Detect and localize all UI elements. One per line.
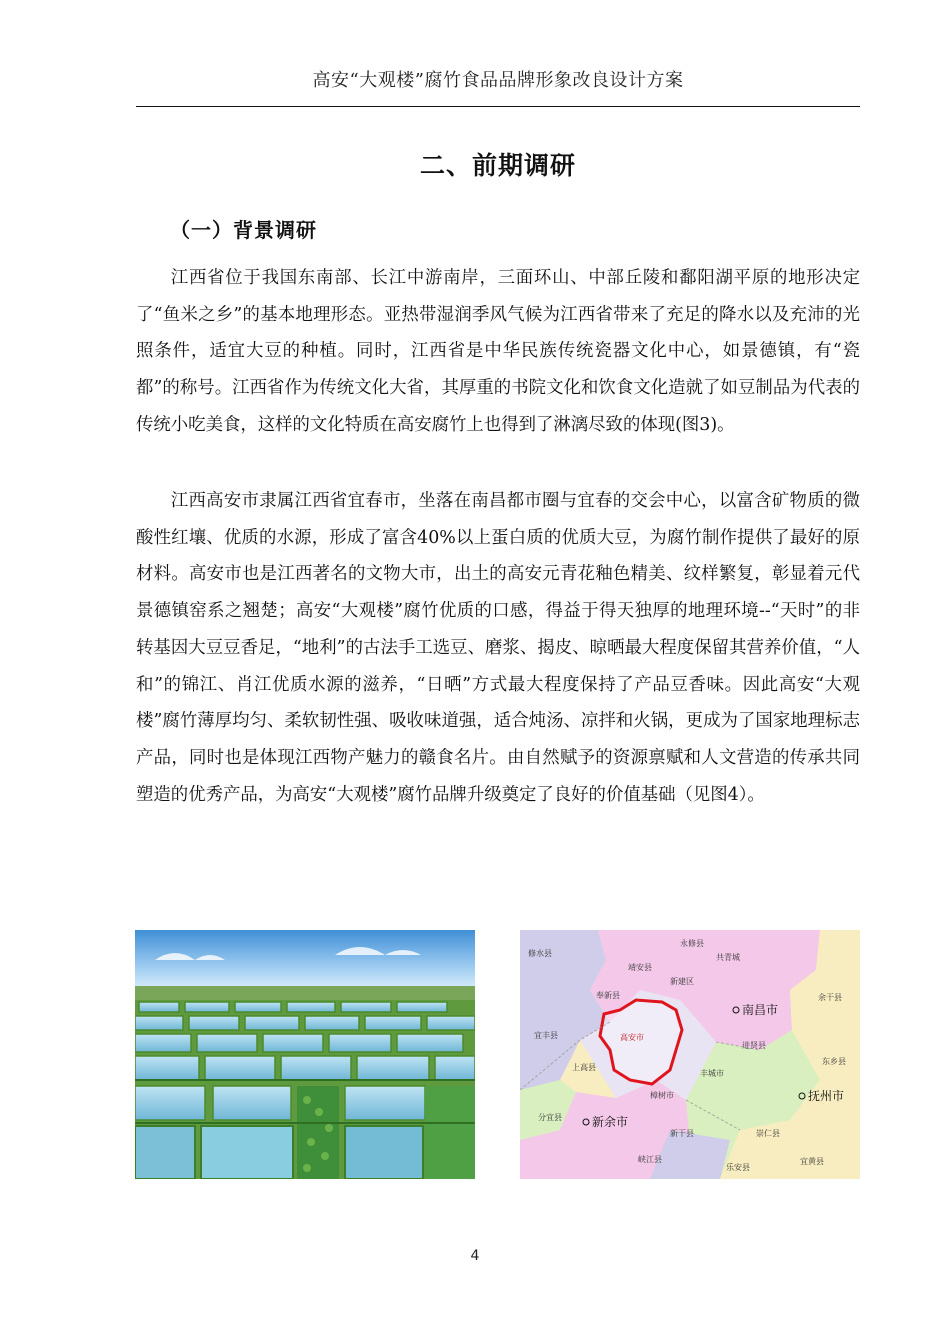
- map-label-lean: 乐安县: [726, 1163, 750, 1172]
- map-label-gongqing: 共青城: [716, 953, 740, 962]
- map-label-fengcheng: 丰城市: [700, 1069, 724, 1078]
- map-label-nanchang: 南昌市: [742, 1003, 779, 1017]
- map-label-jingan: 靖安县: [628, 963, 652, 972]
- map-label-xiushui: 修水县: [528, 949, 552, 958]
- map-label-chongren: 崇仁县: [756, 1129, 780, 1138]
- map-label-shanggao: 上高县: [572, 1063, 596, 1072]
- map-label-xinyu: 新余市: [592, 1115, 629, 1129]
- map-label-fuzhou: 抚州市: [808, 1089, 845, 1103]
- section-title: 二、前期调研: [419, 151, 576, 180]
- map-label-fengxin: 奉新县: [596, 991, 620, 1000]
- map-label-fenyi: 分宜县: [538, 1113, 562, 1122]
- body-paragraph-1: 江西省位于我国东南部、长江中游南岸，三面环山、中部丘陵和鄱阳湖平原的地形决定了“鱼米之乡”的基本地理形态。亚热带湿润季风气候为江西省带来了充足的降水以及充沛的光照条件，适宜大豆的种植。同时，江西省是中华民族传统瓷器文化中心，如景德镇，有“瓷都”的称号。江西省作为传统文化大省，其厚重的书院文化和饮食文化造就了如豆制品为代表的传统小吃美食，这样的文化特质在高安腐竹上也得到了淋漓尽致的体现(图3)。: [136, 268, 860, 435]
- map-label-dongxiang: 东乡县: [822, 1057, 846, 1066]
- page-number: 4: [470, 1248, 480, 1264]
- map-label-gaoan: 高安市: [620, 1033, 644, 1042]
- body-paragraph-2: 江西高安市隶属江西省宜春市，坐落在南昌都市圈与宜春的交会中心，以富含矿物质的微酸性红壤、优质的水源，形成了富含40%以上蛋白质的优质大豆，为腐竹制作提供了最好的原材料。高安市也是江西著名的文物大市，出土的高安元青花釉色精美、纹样繁复，彰显着元代景德镇窑系之翘楚；高安“大观楼”腐竹优质的口感，得益于得天独厚的地理环境--“天时”的非转基因大豆豆香足，“地利”的古法手工选豆、磨浆、揭皮、晾晒最大程度保留其营养价值，“人和”的锦江、肖江优质水源的滋养，“日晒”方式最大程度保持了产品豆香味。因此高安“大观楼”腐竹薄厚均匀、柔软韧性强、吸收味道强，适合炖汤、凉拌和火锅，更成为了国家地理标志产品，同时也是体现江西物产魅力的赣食名片。由自然赋予的资源禀赋和人文营造的传承共同塑造的优秀产品，为高安“大观楼”腐竹品牌升级奠定了良好的价值基础（见图4）。: [136, 491, 860, 805]
- map-label-zhangshu: 樟树市: [650, 1091, 674, 1100]
- map-label-yugan: 余干县: [818, 993, 842, 1002]
- map-label-xinjian: 新建区: [670, 977, 694, 986]
- subsection-title: （一）背景调研: [170, 218, 317, 242]
- header-rule: [136, 106, 860, 107]
- map-label-yihuang: 宜黄县: [800, 1157, 824, 1166]
- aerial-ponds-photo: [135, 930, 475, 1179]
- map-label-yifeng: 宜丰县: [534, 1031, 558, 1040]
- map-label-xiajiang: 峡江县: [638, 1155, 662, 1164]
- map-label-xingan: 新干县: [670, 1129, 694, 1138]
- map-label-jinxian: 进贤县: [742, 1041, 766, 1050]
- map-label-yongxiu: 永修县: [680, 939, 704, 948]
- region-map: [520, 930, 860, 1179]
- running-header: 高安“大观楼”腐竹食品品牌形象改良设计方案: [312, 70, 684, 91]
